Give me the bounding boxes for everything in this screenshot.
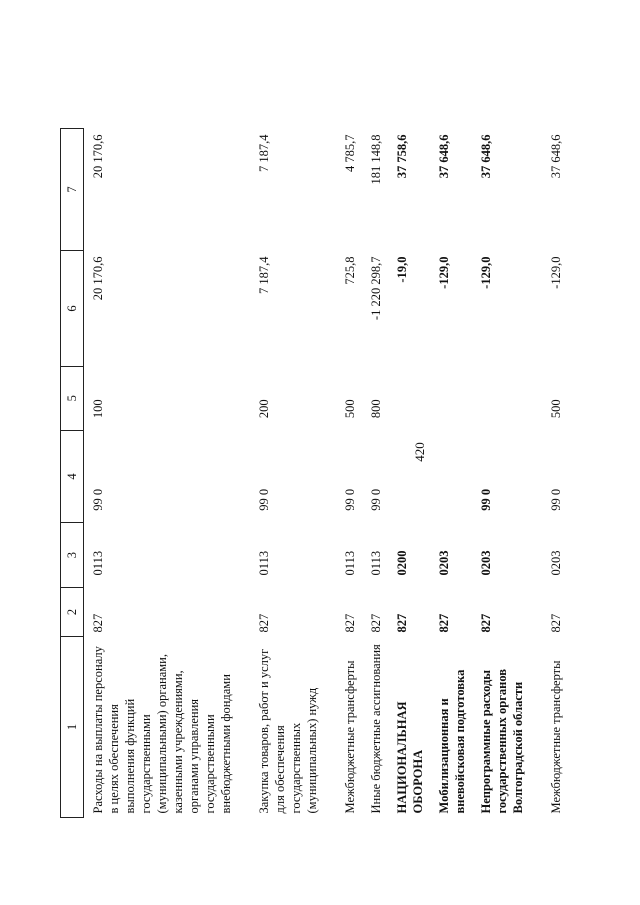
row-total-amount: 37 648,6 xyxy=(549,134,563,179)
row-change-amount: -1 220 298,7 xyxy=(369,256,383,321)
row-ministry-code: 827 xyxy=(91,613,105,633)
budget-table-container xyxy=(60,128,563,818)
table-row xyxy=(530,129,568,818)
row-section-code: 0200 xyxy=(395,550,409,576)
row-section-code: 0113 xyxy=(257,550,271,576)
row-expense-type: 500 xyxy=(343,399,357,419)
row-total-amount: 181 148,8 xyxy=(369,134,383,185)
row-name: Иные бюджетные ассигнования xyxy=(369,644,383,814)
header-col-6: 6 xyxy=(61,251,84,367)
row-section-code: 0203 xyxy=(437,550,451,576)
row-total-amount: 20 170,6 xyxy=(91,134,105,179)
row-total-amount: 7 187,4 xyxy=(257,134,271,172)
row-target-code xyxy=(388,430,430,523)
row-expense-type: 200 xyxy=(257,399,271,419)
row-change-amount: 725,8 xyxy=(343,256,357,285)
header-col-3: 3 xyxy=(61,523,84,588)
page-number: 420 xyxy=(412,442,427,462)
row-change-amount: -129,0 xyxy=(479,256,493,289)
header-col-2: 2 xyxy=(61,587,84,636)
table-row xyxy=(362,129,388,818)
row-target-code: 99 0 xyxy=(369,488,383,511)
header-col-5: 5 xyxy=(61,366,84,430)
table-row xyxy=(388,129,430,818)
row-target-code: 99 0 xyxy=(91,488,105,511)
row-ministry-code: 827 xyxy=(437,613,451,633)
row-change-amount: -129,0 xyxy=(437,256,451,289)
row-name: Межбюджетные трансферты xyxy=(549,660,563,814)
row-expense-type: 500 xyxy=(549,399,563,419)
header-col-7: 7 xyxy=(61,129,84,251)
row-name: Мобилизационная и вневойсковая подготовка xyxy=(437,669,467,814)
row-change-amount: 7 187,4 xyxy=(257,256,271,295)
row-target-code: 99 0 xyxy=(549,488,563,511)
row-change-amount: -19,0 xyxy=(395,256,409,283)
row-section-code: 0113 xyxy=(343,550,357,576)
row-total-amount: 37 648,6 xyxy=(479,134,493,179)
row-target-code: 99 0 xyxy=(257,488,271,511)
row-section-code: 0203 xyxy=(549,550,563,576)
row-ministry-code: 827 xyxy=(549,613,563,633)
row-expense-type xyxy=(472,366,530,430)
header-col-4: 4 xyxy=(61,430,84,523)
row-target-code: 99 0 xyxy=(479,488,493,511)
table-header-row xyxy=(61,129,84,818)
row-ministry-code: 827 xyxy=(369,613,383,633)
row-name: Закупка товаров, работ и услуг для обеспечения государственных (муниципальных) нужд xyxy=(257,648,319,814)
row-expense-type: 800 xyxy=(369,399,383,419)
table-row xyxy=(430,129,472,818)
table-row xyxy=(238,129,324,818)
row-section-code: 0113 xyxy=(369,550,383,576)
row-expense-type xyxy=(430,366,472,430)
row-name: Расходы на выплаты персоналу в целях обеспечения выполнения функций государственными (муниципальными) органами, казенными учреждениями, органами управления государственными внебюджетными фондами xyxy=(91,646,233,814)
row-total-amount: 37 648,6 xyxy=(437,134,451,179)
budget-table xyxy=(60,128,568,818)
row-ministry-code: 827 xyxy=(395,613,409,633)
row-total-amount: 4 785,7 xyxy=(343,134,357,172)
row-section-code: 0113 xyxy=(91,550,105,576)
row-ministry-code: 827 xyxy=(343,613,357,633)
table-row xyxy=(472,129,530,818)
row-change-amount: 20 170,6 xyxy=(91,256,105,301)
row-target-code: 99 0 xyxy=(343,488,357,511)
row-expense-type: 100 xyxy=(91,399,105,419)
row-total-amount: 37 758,6 xyxy=(395,134,409,179)
row-target-code xyxy=(430,430,472,523)
row-change-amount: -129,0 xyxy=(549,256,563,289)
table-row xyxy=(84,129,239,818)
row-name: НАЦИОНАЛЬНАЯ ОБОРОНА xyxy=(395,701,425,814)
row-name: Межбюджетные трансферты xyxy=(343,660,357,814)
row-section-code: 0203 xyxy=(479,550,493,576)
header-col-1: 1 xyxy=(61,636,84,817)
row-expense-type xyxy=(388,366,430,430)
table-row xyxy=(324,129,362,818)
row-ministry-code: 827 xyxy=(479,613,493,633)
row-ministry-code: 827 xyxy=(257,613,271,633)
row-name: Непрограммные расходы государственных органов Волгоградской области xyxy=(479,668,525,814)
